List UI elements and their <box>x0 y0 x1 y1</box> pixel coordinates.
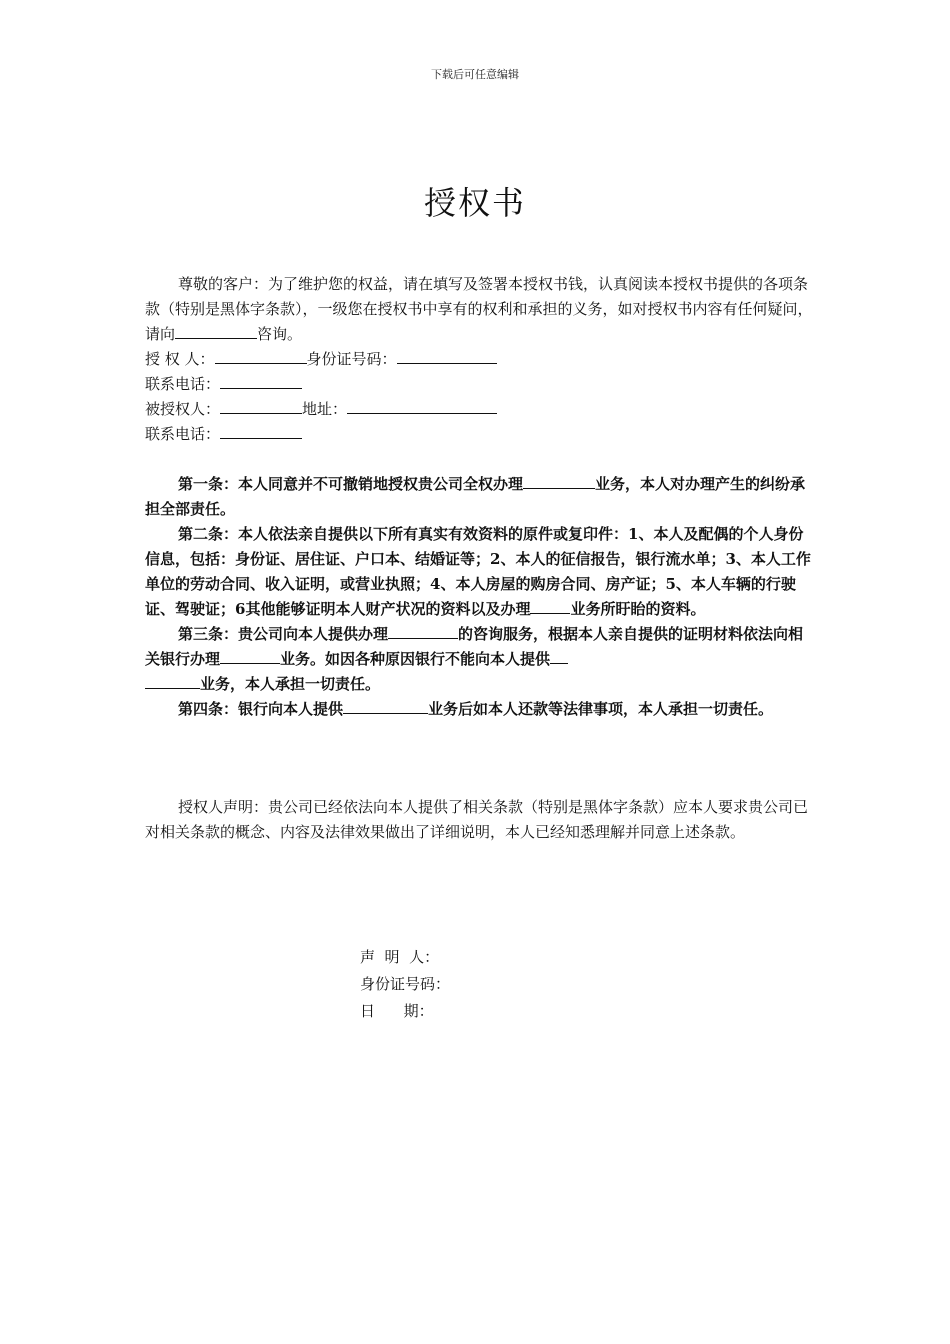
clause-4-text: 第四条：银行向本人提供 <box>178 700 344 718</box>
clause-2-text-end: 业务所盱眙的资料。 <box>570 600 706 618</box>
clause-1-text: 第一条：本人同意并不可撤销地授权贵公司全权办理 <box>178 475 524 493</box>
declarant-label: 声 明 人： <box>360 948 440 966</box>
header-note: 下载后可任意编辑 <box>431 68 519 81</box>
clause-3-blank-3b[interactable] <box>145 673 200 689</box>
clause-3-blank-3a[interactable] <box>550 648 568 664</box>
grantee-phone-label: 联系电话： <box>145 425 221 443</box>
clause-3-text-end: 业务，本人承担一切责任。 <box>200 675 381 693</box>
intro-text-end: 咨询。 <box>257 325 303 343</box>
grantor-id-label: 身份证号码： <box>306 350 397 368</box>
address-label: 地址： <box>302 400 348 418</box>
clause-3-blank-1[interactable] <box>388 623 458 639</box>
date-label: 日 期： <box>360 1002 434 1020</box>
intro-paragraph <box>145 272 813 347</box>
party-fields <box>145 347 813 447</box>
grantee-blank[interactable] <box>220 398 302 414</box>
clause-3-blank-2[interactable] <box>220 648 280 664</box>
clause-3-text-2: 的咨询服务，根据本人亲自提供的证明材料依法向相关银行办理 <box>145 625 804 668</box>
signature-block <box>360 944 450 1025</box>
clause-2-text: 第二条：本人依法亲自提供以下所有真实有效资料的原件或复印件：1、本人及配偶的个人身份信息，包括：身份证、居住证、户口本、结婚证等；2、本人的征信报告，银行流水单；3、本人工作单位的劳动合同、收入证明，或营业执照；4、本人房屋的购房合同、房产证；5、本人车辆的行驶证、驾驶证；6其他能够证明本人财产状况的资料以及办理 <box>145 525 811 618</box>
address-blank[interactable] <box>347 398 497 414</box>
clause-3-text-3: 业务。如因各种原因银行不能向本人提供 <box>280 650 551 668</box>
clause-1-blank[interactable] <box>523 473 595 489</box>
clause-4-text-end: 业务后如本人还款等法律事项，本人承担一切责任。 <box>428 700 774 718</box>
clause-4-blank[interactable] <box>343 698 428 714</box>
grantor-phone-blank[interactable] <box>220 373 302 389</box>
declaration-text: 授权人声明：贵公司已经依法向本人提供了相关条款（特别是黑体字条款）应本人要求贵公司已对相关条款的概念、内容及法律效果做出了详细说明，本人已经知悉理解并同意上述条款。 <box>145 798 809 841</box>
grantor-phone-label: 联系电话： <box>145 375 221 393</box>
clause-1 <box>145 472 813 522</box>
clause-1-text-end: 业务，本人对办理产生的纠纷承担全部责任。 <box>145 475 806 518</box>
clause-2 <box>145 522 813 622</box>
signature-id-label: 身份证号码： <box>360 975 451 993</box>
clause-4 <box>145 697 813 722</box>
clauses-section <box>145 472 813 722</box>
grantee-phone-blank[interactable] <box>220 423 302 439</box>
clause-3-text: 第三条：贵公司向本人提供办理 <box>178 625 389 643</box>
clause-3 <box>145 622 813 697</box>
consult-blank[interactable] <box>175 323 257 339</box>
grantor-declaration <box>145 795 813 845</box>
grantee-label: 被授权人： <box>145 400 221 418</box>
grantor-id-blank[interactable] <box>397 348 497 364</box>
document-title: 授权书 <box>423 184 526 222</box>
grantor-label: 授 权 人： <box>145 350 215 368</box>
clause-2-blank[interactable] <box>530 598 570 614</box>
intro-text: 尊敬的客户：为了维护您的权益，请在填写及签署本授权书钱，认真阅读本授权书提供的各项条款（特别是黑体字条款），一级您在授权书中享有的权利和承担的义务，如对授权书内容有任何疑问，请向 <box>145 275 813 343</box>
grantor-blank[interactable] <box>215 348 307 364</box>
